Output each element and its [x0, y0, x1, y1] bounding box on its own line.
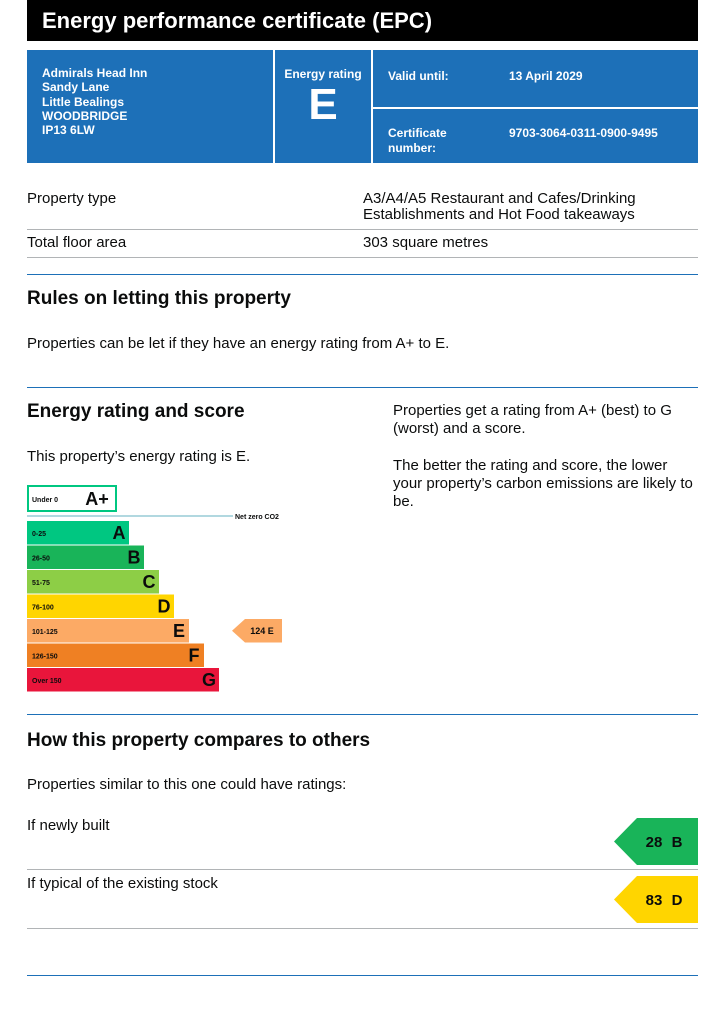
energy-rating-chart	[27, 484, 317, 696]
valid-until-label: Valid until:	[388, 69, 449, 83]
address-line: Admirals Head Inn	[42, 66, 148, 80]
newly-built-letter: B	[671, 834, 683, 851]
energy-rating-value: E	[308, 80, 338, 129]
net-zero-label: Net zero CO2	[235, 514, 279, 521]
letting-heading: Rules on letting this property	[27, 288, 291, 309]
band-letter: B	[127, 547, 141, 568]
band-letter: A+	[85, 489, 109, 509]
address-line: Little Bealings	[42, 94, 125, 109]
band-range-label: 26-50	[32, 555, 50, 563]
energy-rating-text: This property’s energy rating is E.	[27, 448, 251, 465]
band-range-label: 51-75	[32, 580, 50, 587]
existing-stock-letter: D	[671, 892, 683, 909]
section-divider	[27, 975, 698, 976]
band-letter: E	[172, 621, 186, 641]
band-letter: G	[201, 670, 217, 690]
band-range-label: 0-25	[32, 531, 47, 538]
property-type-value	[363, 191, 683, 223]
property-type-line: Establishments and Hot Food takeaways	[363, 206, 635, 223]
address-line: WOODBRIDGE	[42, 108, 128, 123]
property-type-line: A3/A4/A5 Restaurant and Cafes/Drinking	[363, 190, 636, 207]
property-address	[27, 50, 273, 163]
divider	[27, 257, 698, 258]
band-letter: F	[188, 645, 200, 666]
newly-built-score: 28	[645, 834, 663, 851]
address-line: Sandy Lane	[42, 80, 110, 95]
existing-stock-score: 83	[645, 892, 663, 909]
divider	[27, 928, 698, 929]
band-range-label: Over 150	[32, 678, 62, 685]
existing-stock-rating-arrow	[614, 876, 698, 923]
divider	[27, 229, 698, 230]
band-range-label: 126-150	[32, 653, 58, 661]
floor-area-label: Total floor area	[27, 234, 127, 251]
section-divider	[27, 714, 698, 715]
divider	[27, 869, 698, 870]
divider	[373, 107, 698, 109]
band-range-label: 76-100	[32, 604, 54, 612]
certificate-number-label	[388, 126, 447, 156]
energy-rating-label: Energy rating	[284, 67, 362, 81]
section-divider	[27, 387, 698, 388]
certificate-summary	[27, 50, 698, 163]
existing-stock-label: If typical of the existing stock	[27, 875, 218, 892]
compare-intro: Properties similar to this one could have ratings:	[27, 776, 347, 793]
property-type-label: Property type	[27, 190, 117, 207]
valid-until-value: 13 April 2029	[509, 69, 583, 83]
certificate-label-line: number:	[388, 141, 436, 155]
rating-explanation: Properties get a rating from A+ (best) to G (worst) and a score.	[393, 402, 672, 437]
certificate-label-line: Certificate	[388, 126, 447, 140]
energy-heading: Energy rating and score	[27, 401, 245, 422]
current-rating-label: 124 E	[250, 626, 274, 636]
page-title: Energy performance certificate (EPC)	[27, 0, 698, 41]
letting-text: Properties can be let if they have an energy rating from A+ to E.	[27, 335, 450, 352]
band-letter: A	[112, 523, 126, 543]
certificate-number-value: 9703-3064-0311-0900-9495	[509, 126, 658, 140]
energy-rating-box	[275, 50, 371, 163]
score-explanation: The better the rating and score, the lower your property’s carbon emissions are likely to be.	[393, 457, 693, 510]
compare-heading: How this property compares to others	[27, 730, 371, 751]
address-line: IP13 6LW	[42, 123, 95, 138]
band-range-label: 101-125	[32, 629, 58, 636]
band-letter: C	[142, 572, 156, 592]
newly-built-rating-arrow	[614, 818, 698, 865]
section-divider	[27, 274, 698, 275]
floor-area-value: 303 square metres	[363, 234, 489, 251]
newly-built-label: If newly built	[27, 817, 110, 834]
band-range-label: Under 0	[32, 497, 59, 504]
band-letter: D	[157, 596, 171, 617]
